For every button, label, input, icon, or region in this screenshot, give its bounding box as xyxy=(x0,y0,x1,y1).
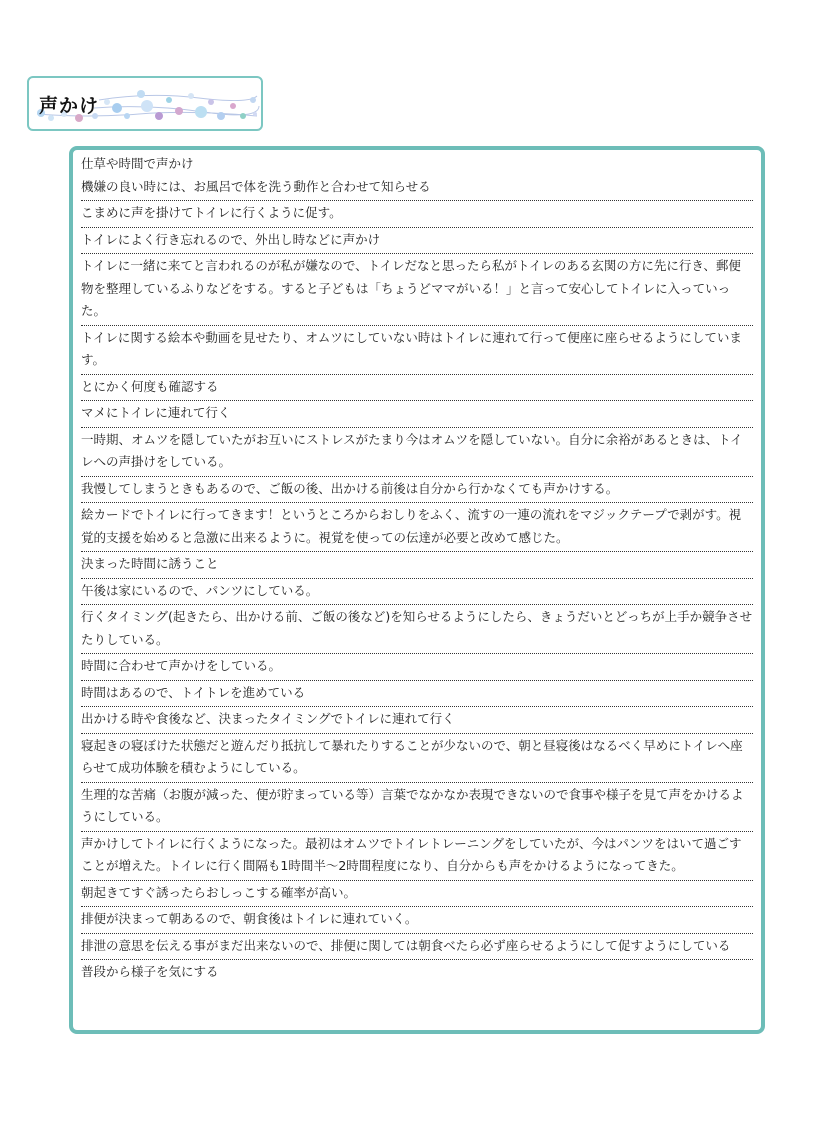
list-item: 我慢してしまうときもあるので、ご飯の後、出かける前後は自分から行かなくても声かけする。 xyxy=(81,477,753,504)
list-item: トイレによく行き忘れるので、外出し時などに声かけ xyxy=(81,228,753,255)
list-item: 普段から様子を気にする xyxy=(81,964,219,979)
list-item: 朝起きてすぐ誘ったらおしっこする確率が高い。 xyxy=(81,881,753,908)
response-list xyxy=(69,146,765,1034)
list-item: 行くタイミング(起きたら、出かける前、ご飯の後など)を知らせるようにしたら、きょうだいとどっちが上手か競争させたりしている。 xyxy=(81,605,753,654)
list-item: 排泄の意思を伝える事がまだ出来ないので、排便に関しては朝食べたら必ず座らせるようにして促すようにしている xyxy=(81,934,753,961)
list-item: こまめに声を掛けてトイレに行くように促す。 xyxy=(81,201,753,228)
list-item: 午後は家にいるので、パンツにしている。 xyxy=(81,579,753,606)
list-item: 絵カードでトイレに行ってきます！というところからおしりをふく、流すの一連の流れをマジックテープで剥がす。視覚的支援を始めると急激に出来るように。視覚を使っての伝達が必要と改めて感じた。 xyxy=(81,503,753,552)
list-item: 時間に合わせて声かけをしている。 xyxy=(81,654,753,681)
list-item: 声かけしてトイレに行くようになった。最初はオムツでトイレトレーニングをしていたが、今はパンツをはいて過ごすことが増えた。トイレに行く間隔も1時間半～2時間程度になり、自分からも声をかけるようになってきた。 xyxy=(81,832,753,881)
list-item: とにかく何度も確認する xyxy=(81,375,753,402)
list-item: 時間はあるので、トイトレを進めている xyxy=(81,681,753,708)
section-title-box xyxy=(27,76,263,131)
list-item: トイレに一緒に来てと言われるのが私が嫌なので、トイレだなと思ったら私がトイレのある玄関の方に先に行き、郵便物を整理しているふりなどをする。すると子どもは「ちょうどママがいる！」と言って安心してトイレに入っていった。 xyxy=(81,254,753,326)
list-item: 寝起きの寝ぼけた状態だと遊んだり抵抗して暴れたりすることが少ないので、朝と昼寝後はなるべく早めにトイレへ座らせて成功体験を積むようにしている。 xyxy=(81,734,753,783)
list-item: トイレに関する絵本や動画を見せたり、オムツにしていない時はトイレに連れて行って便座に座らせるようにしています。 xyxy=(81,326,753,375)
section-title: 声かけ xyxy=(39,95,100,117)
list-item: 出かける時や食後など、決まったタイミングでトイレに連れて行く xyxy=(81,707,753,734)
list-item: マメにトイレに連れて行く xyxy=(81,401,753,428)
list-item: 仕草や時間で声かけ 機嫌の良い時には、お風呂で体を洗う動作と合わせて知らせる xyxy=(81,152,753,201)
list-item: 生理的な苦痛（お腹が減った、便が貯まっている等）言葉でなかなか表現できないので食事や様子を見て声をかけるようにしている。 xyxy=(81,783,753,832)
list-item: 排便が決まって朝あるので、朝食後はトイレに連れていく。 xyxy=(81,907,753,934)
list-item: 決まった時間に誘うこと xyxy=(81,552,753,579)
list-item: 一時期、オムツを隠していたがお互いにストレスがたまり今はオムツを隠していない。自分に余裕があるときは、トイレへの声掛けをしている。 xyxy=(81,428,753,477)
